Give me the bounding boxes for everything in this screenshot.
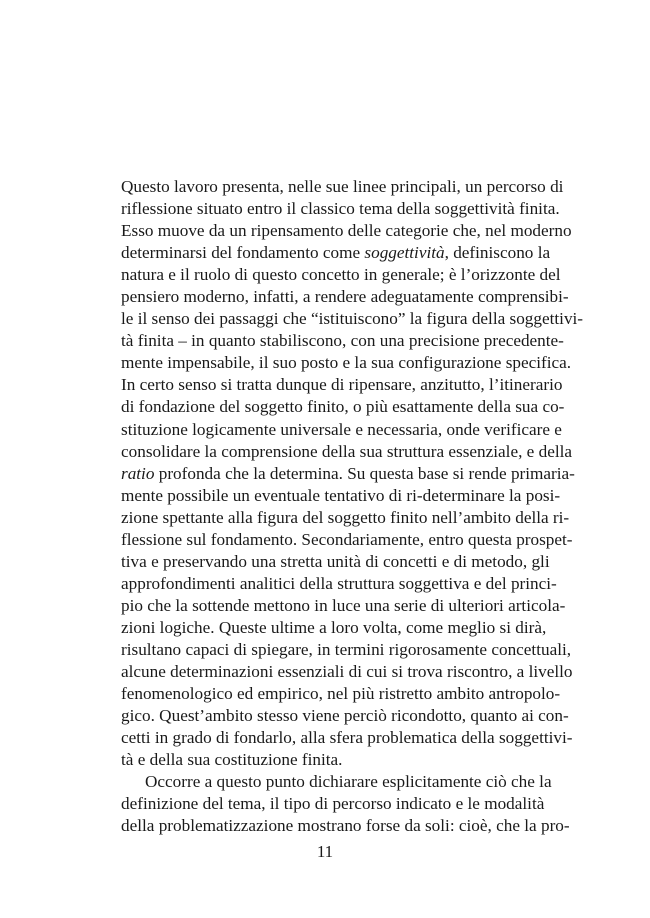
text-line: mente impensabile, il suo posto e la sua configurazione specifica. [121, 353, 572, 373]
italic-term: ratio [121, 463, 155, 483]
text-line: risultano capaci di spiegare, in termini rigorosamente concettuali, [121, 639, 572, 659]
text-line: Occorre a questo punto dichiarare esplicitamente ciò che la [145, 772, 552, 792]
text-line: ratio profonda che la determina. Su questa base si rende primaria- [121, 463, 575, 483]
text-line: Esso muove da un ripensamento delle categorie che, nel moderno [121, 221, 572, 241]
text-line: stituzione logicamente universale e necessaria, onde verificare e [121, 419, 562, 439]
text-line: zione spettante alla figura del soggetto finito nell’ambito della ri- [121, 507, 570, 527]
text-line: zioni logiche. Queste ultime a loro volta, come meglio si dirà, [121, 617, 547, 637]
body-text [121, 176, 584, 837]
text-line: tà finita – in quanto stabiliscono, con una precisione precedente- [121, 331, 564, 351]
text-line: pio che la sottende mettono in luce una serie di ulteriori articola- [121, 595, 566, 615]
text-line: approfondimenti analitici della struttura soggettiva e del princi- [121, 573, 557, 593]
text-line: Questo lavoro presenta, nelle sue linee principali, un percorso di [121, 177, 564, 196]
text-line: alcune determinazioni essenziali di cui si trova riscontro, a livello [121, 662, 573, 682]
text-line: cetti in grado di fondarlo, alla sfera problematica della soggettivi- [121, 728, 573, 748]
italic-term: soggettività [364, 243, 445, 263]
text-line: consolidare la comprensione della sua struttura essenziale, e della [121, 441, 572, 461]
text-line: pensiero moderno, infatti, a rendere adeguatamente comprensibi- [121, 287, 569, 307]
text-line: flessione sul fondamento. Secondariamente, entro questa prospet- [121, 529, 573, 549]
text-line: determinarsi del fondamento come soggettività, definiscono la [121, 243, 551, 263]
text-line: In certo senso si tratta dunque di ripensare, anzitutto, l’itinerario [121, 375, 563, 395]
text-line: mente possibile un eventuale tentativo di ri-determinare la posi- [121, 485, 561, 505]
text-line: le il senso dei passaggi che “istituiscono” la figura della soggettivi- [121, 309, 584, 329]
text-line: della problematizzazione mostrano forse da soli: cioè, che la pro- [121, 816, 570, 836]
text-line: natura e il ruolo di questo concetto in generale; è l’orizzonte del [121, 265, 561, 285]
text-line: riflessione situato entro il classico tema della soggettività finita. [121, 199, 560, 219]
text-line: definizione del tema, il tipo di percorso indicato e le modalità [121, 794, 545, 814]
text-line: gico. Quest’ambito stesso viene perciò ricondotto, quanto ai con- [121, 706, 569, 726]
text-line: di fondazione del soggetto finito, o più esattamente della sua co- [121, 397, 565, 417]
text-line: fenomenologico ed empirico, nel più ristretto ambito antropolo- [121, 684, 561, 704]
page-number: 11 [316, 842, 334, 861]
text-line: tiva e preservando una stretta unità di concetti e di metodo, gli [121, 551, 550, 571]
text-line: tà e della sua costituzione finita. [121, 750, 343, 770]
